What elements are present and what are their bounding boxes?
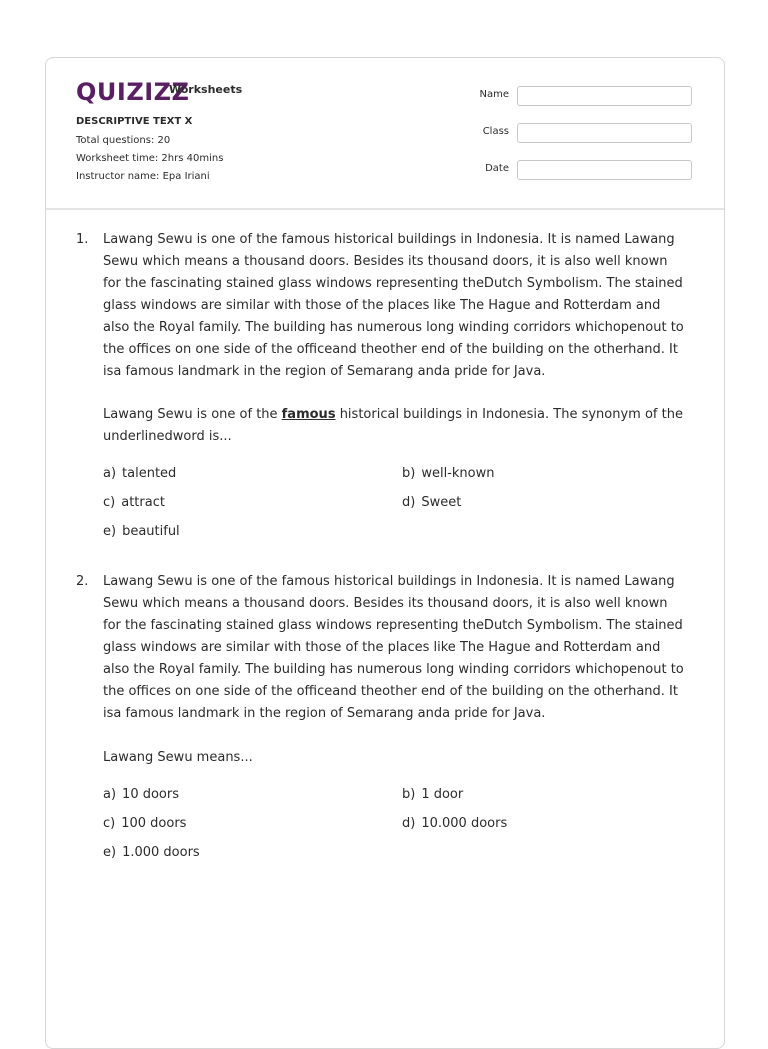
name-field[interactable] (517, 86, 692, 106)
option-e[interactable] (103, 523, 180, 541)
question-number: 1. (76, 232, 89, 247)
option-letter: e) (103, 524, 117, 539)
option-text: 10.000 doors (421, 816, 508, 831)
option-d[interactable] (402, 494, 461, 512)
question-prompt: Lawang Sewu means... (103, 750, 253, 765)
option-letter: c) (103, 816, 116, 831)
question-number: 2. (76, 574, 89, 589)
option-text: attract (121, 495, 165, 510)
option-text: 10 doors (122, 787, 179, 802)
prompt-after: historical buildings in Indonesia. The synonym of the underlinedword is... (103, 407, 683, 444)
option-text: 1 door (421, 787, 464, 802)
worksheet-title: DESCRIPTIVE TEXT X (76, 116, 193, 127)
option-letter: c) (103, 495, 116, 510)
option-letter: e) (103, 845, 117, 860)
total-questions: Total questions: 20 (76, 135, 171, 146)
option-text: beautiful (122, 524, 180, 539)
option-text: well-known (421, 466, 495, 481)
class-field[interactable] (517, 123, 692, 143)
option-text: talented (122, 466, 177, 481)
date-field[interactable] (517, 160, 692, 180)
date-label: Date (485, 163, 509, 174)
option-c[interactable] (103, 815, 186, 833)
option-b[interactable] (402, 786, 463, 804)
worksheet-page (45, 57, 725, 1049)
option-letter: b) (402, 466, 416, 481)
option-c[interactable] (103, 494, 165, 512)
logo-subtitle: Worksheets (169, 83, 243, 96)
option-e[interactable] (103, 844, 200, 862)
underlined-word: famous (281, 407, 336, 422)
instructor-name: Instructor name: Epa Iriani (76, 171, 210, 182)
option-text: 100 doors (121, 816, 187, 831)
option-b[interactable] (402, 465, 494, 483)
name-label: Name (479, 89, 509, 100)
prompt-before: Lawang Sewu is one of the (103, 407, 282, 422)
option-a[interactable] (103, 465, 176, 483)
worksheet-header (46, 58, 724, 210)
option-d[interactable] (402, 815, 507, 833)
worksheet-time: Worksheet time: 2hrs 40mins (76, 153, 224, 164)
option-a[interactable] (103, 786, 179, 804)
option-letter: b) (402, 787, 416, 802)
option-text: 1.000 doors (122, 845, 200, 860)
question-passage: Lawang Sewu is one of the famous historical buildings in Indonesia. It is named Lawang Sewu which means a thousand doors. Besides its thousand doors, it is also well known for the fascinating stained glass windows representing theDutch Symbolism. The stained glass windows are similar with those of the places like The Hague and Rotterdam and also the Royal family. The building has numerous long winding corridors whichopenout to the offices on one side of the officeand theother end of the building on the otherhand. It isa famous landmark in the region of Semarang anda pride for Java. (103, 574, 684, 721)
question-passage: Lawang Sewu is one of the famous historical buildings in Indonesia. It is named Lawang Sewu which means a thousand doors. Besides its thousand doors, it is also well known for the fascinating stained glass windows representing theDutch Symbolism. The stained glass windows are similar with those of the places like The Hague and Rotterdam and also the Royal family. The building has numerous long winding corridors whichopenout to the offices on one side of the officeand theother end of the building on the otherhand. It isa famous landmark in the region of Semarang anda pride for Java. (103, 232, 684, 379)
class-label: Class (482, 126, 509, 137)
option-text: Sweet (421, 495, 462, 510)
question-prompt (103, 404, 688, 448)
option-letter: a) (103, 787, 117, 802)
option-letter: d) (402, 495, 416, 510)
option-letter: a) (103, 466, 117, 481)
option-letter: d) (402, 816, 416, 831)
quizizz-logo: QUIZIZZ (76, 78, 190, 106)
